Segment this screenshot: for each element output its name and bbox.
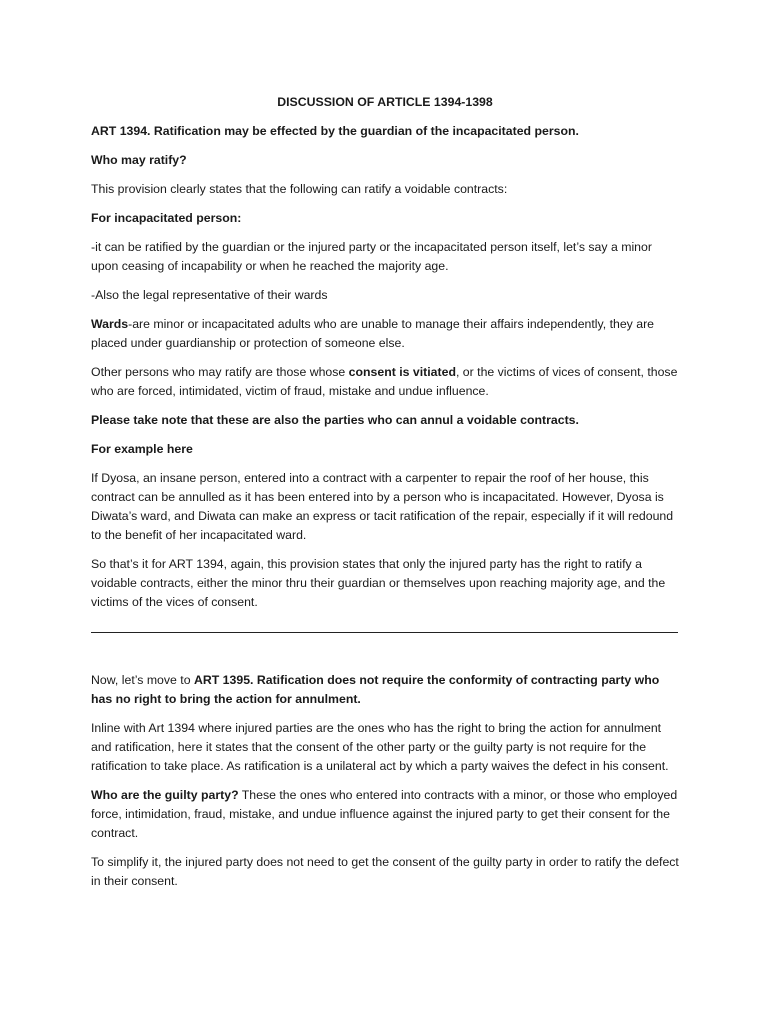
wards-definition: -are minor or incapacitated adults who are unable to manage their affairs independently, they are placed under guardianship or protection of someone else. [91, 317, 655, 350]
for-example-heading [91, 440, 679, 459]
other-persons-paragraph [91, 363, 679, 401]
take-note-paragraph [91, 411, 679, 430]
guardian-paragraph: -it can be ratified by the guardian or the injured party or the incapacitated person itself, let’s say a minor upon ceasing of incapability or when he reached the majority age. [91, 240, 652, 273]
consent-vitiated-term: consent is vitiated [348, 365, 456, 379]
section-divider [91, 632, 678, 633]
incapacitated-heading [91, 209, 679, 228]
legal-rep-paragraph: -Also the legal representative of their wards [91, 288, 328, 302]
document-body [91, 93, 679, 901]
for-example-text: For example here [91, 442, 193, 456]
who-may-ratify-text: Who may ratify? [91, 153, 187, 167]
art1395-paragraph [91, 671, 679, 709]
who-may-ratify-heading [91, 151, 679, 170]
simplify-paragraph: To simplify it, the injured party does not need to get the consent of the guilty party in order to ratify the defect in their consent. [91, 855, 679, 888]
wards-term: Wards [91, 317, 129, 331]
take-note-text: Please take note that these are also the parties who can annul a voidable contracts. [91, 413, 579, 427]
art1395-heading-text: ART 1395. Ratification does not require the conformity of contracting party who has no right to bring the action for annulment. [91, 673, 660, 706]
art1395-intro: Now, let’s move to [91, 673, 194, 687]
guilty-party-answer: These the ones who entered into contracts with a minor, or those who employed force, intimidation, fraud, mistake, and undue influence against the injured party to get their consent for the contract. [91, 788, 678, 840]
inline-paragraph: Inline with Art 1394 where injured parties are the ones who has the right to bring the action for annulment and ratification, here it states that the consent of the other party or the guilty party is not require for the ratification to take place. As ratification is a unilateral act by which a party waives the defect in his consent. [91, 721, 669, 773]
wards-paragraph [91, 315, 679, 353]
guilty-party-paragraph [91, 786, 679, 843]
example-paragraph: If Dyosa, an insane person, entered into a contract with a carpenter to repair the roof of her house, this contract can be annulled as it has been entered into by a person who is incapacitated. However, Dyosa is Diwata’s ward, and Diwata can make an express or tacit ratification of the repair, especially if it will redound to the benefit of her incapacitated ward. [91, 471, 674, 542]
art1394-heading-text: ART 1394. Ratification may be effected by the guardian of the incapacitated person. [91, 124, 579, 138]
summary-1394-paragraph: So that’s it for ART 1394, again, this provision states that only the injured party has the right to ratify a voidable contracts, either the minor thru their guardian or themselves upon reaching majority age, and the victims of the vices of consent. [91, 557, 666, 609]
art1394-heading [91, 122, 679, 141]
other-persons-after: , or the victims of vices of consent, those who are forced, intimidated, victim of fraud, mistake and undue influence. [91, 365, 678, 398]
other-persons-before: Other persons who may ratify are those whose [91, 365, 349, 379]
incapacitated-heading-text: For incapacitated person: [91, 211, 242, 225]
provision-intro-paragraph: This provision clearly states that the following can ratify a voidable contracts: [91, 182, 508, 196]
guilty-party-question: Who are the guilty party? [91, 788, 239, 802]
document-title: DISCUSSION OF ARTICLE 1394-1398 [277, 95, 493, 109]
